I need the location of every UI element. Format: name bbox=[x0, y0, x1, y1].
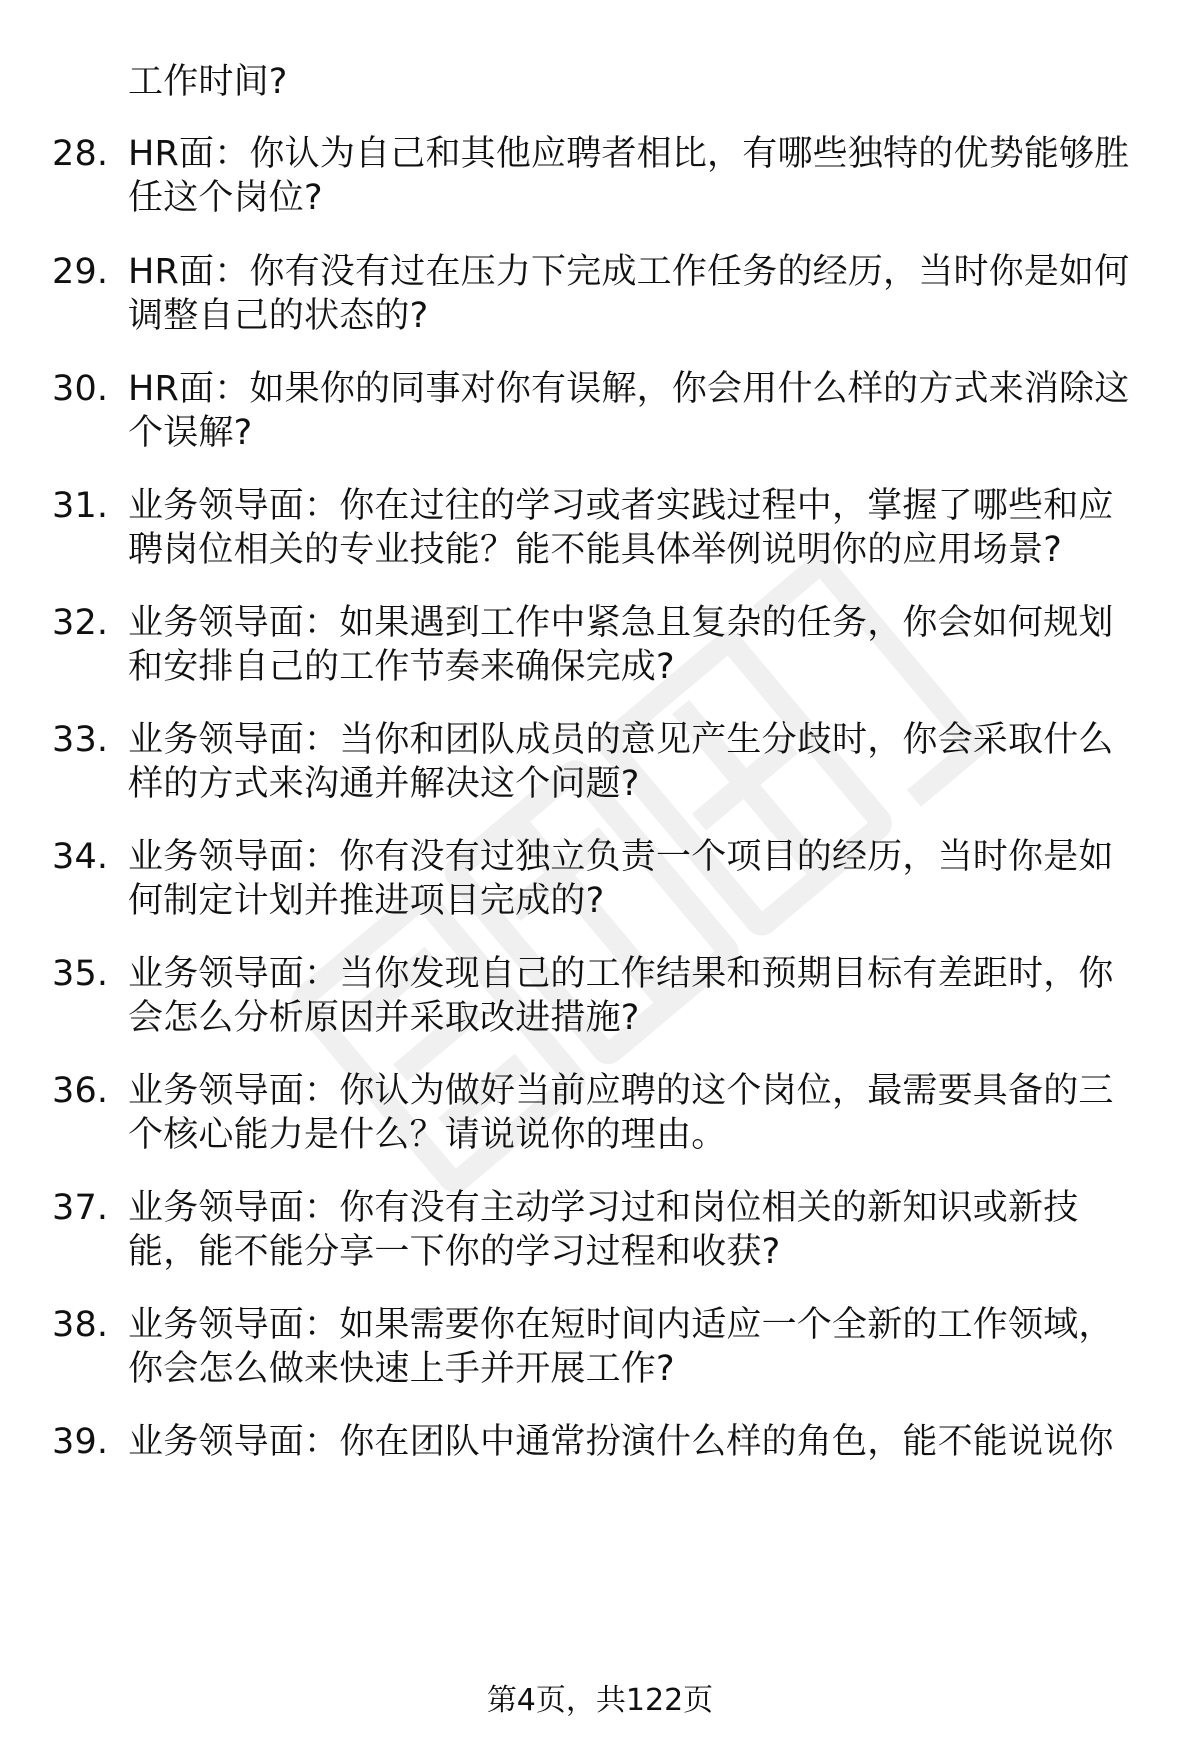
text-line: 能，能不能分享一下你的学习过程和收获? bbox=[128, 1232, 781, 1272]
item-number: 36. bbox=[52, 1071, 109, 1111]
item-number: 32. bbox=[52, 603, 109, 643]
item-number: 37. bbox=[52, 1188, 109, 1228]
question-text bbox=[128, 250, 1158, 338]
question-text bbox=[128, 1303, 1158, 1391]
question-text bbox=[128, 835, 1158, 923]
text-line: 会怎么分析原因并采取改进措施? bbox=[128, 998, 640, 1038]
question-text bbox=[128, 484, 1158, 572]
text-line: 业务领导面：你在团队中通常扮演什么样的角色，能不能说说你 bbox=[128, 1422, 1114, 1462]
text-line: 业务领导面：你有没有主动学习过和岗位相关的新知识或新技 bbox=[128, 1188, 1079, 1228]
item-number: 33. bbox=[52, 720, 109, 760]
item-number: 29. bbox=[52, 252, 109, 292]
text-line: 业务领导面：你在过往的学习或者实践过程中，掌握了哪些和应 bbox=[128, 486, 1114, 526]
item-number: 38. bbox=[52, 1305, 109, 1345]
text-line: 个核心能力是什么？请说说你的理由。 bbox=[128, 1115, 727, 1155]
text-line: HR面：如果你的同事对你有误解，你会用什么样的方式来消除这 bbox=[128, 369, 1130, 409]
question-text bbox=[128, 952, 1158, 1040]
text-line: 和安排自己的工作节奏来确保完成? bbox=[128, 647, 675, 687]
text-line: 个误解? bbox=[128, 413, 253, 453]
text-line: 业务领导面：当你发现自己的工作结果和预期目标有差距时，你 bbox=[128, 954, 1114, 994]
item-number: 31. bbox=[52, 486, 109, 526]
question-text bbox=[128, 60, 1158, 104]
question-text bbox=[128, 1186, 1158, 1274]
text-line: 你会怎么做来快速上手并开展工作? bbox=[128, 1349, 675, 1389]
item-number: 39. bbox=[52, 1422, 109, 1462]
text-line: 业务领导面：你有没有过独立负责一个项目的经历，当时你是如 bbox=[128, 837, 1114, 877]
text-line: 业务领导面：如果遇到工作中紧急且复杂的任务，你会如何规划 bbox=[128, 603, 1114, 643]
text-line: 何制定计划并推进项目完成的? bbox=[128, 881, 605, 921]
text-line: 聘岗位相关的专业技能？能不能具体举例说明你的应用场景? bbox=[128, 530, 1062, 570]
text-line: HR面：你有没有过在压力下完成工作任务的经历，当时你是如何 bbox=[128, 252, 1130, 292]
question-text bbox=[128, 1069, 1158, 1157]
question-text bbox=[128, 132, 1158, 220]
item-number: 30. bbox=[52, 369, 109, 409]
item-number: 28. bbox=[52, 134, 109, 174]
text-line: 业务领导面：你认为做好当前应聘的这个岗位，最需要具备的三 bbox=[128, 1071, 1114, 1111]
item-number: 34. bbox=[52, 837, 109, 877]
question-text bbox=[128, 1420, 1158, 1464]
text-line: 样的方式来沟通并解决这个问题? bbox=[128, 764, 640, 804]
item-number: 35. bbox=[52, 954, 109, 994]
question-text bbox=[128, 367, 1158, 455]
text-line: 业务领导面：当你和团队成员的意见产生分歧时，你会采取什么 bbox=[128, 720, 1114, 760]
page-number-footer: 第4页，共122页 bbox=[486, 1683, 714, 1718]
text-line: HR面：你认为自己和其他应聘者相比，有哪些独特的优势能够胜 bbox=[128, 134, 1130, 174]
text-line: 调整自己的状态的? bbox=[128, 296, 429, 336]
text-line: 工作时间? bbox=[128, 62, 288, 102]
question-text bbox=[128, 601, 1158, 689]
text-line: 业务领导面：如果需要你在短时间内适应一个全新的工作领域， bbox=[128, 1305, 1114, 1345]
text-line: 任这个岗位? bbox=[128, 178, 323, 218]
question-text bbox=[128, 718, 1158, 806]
